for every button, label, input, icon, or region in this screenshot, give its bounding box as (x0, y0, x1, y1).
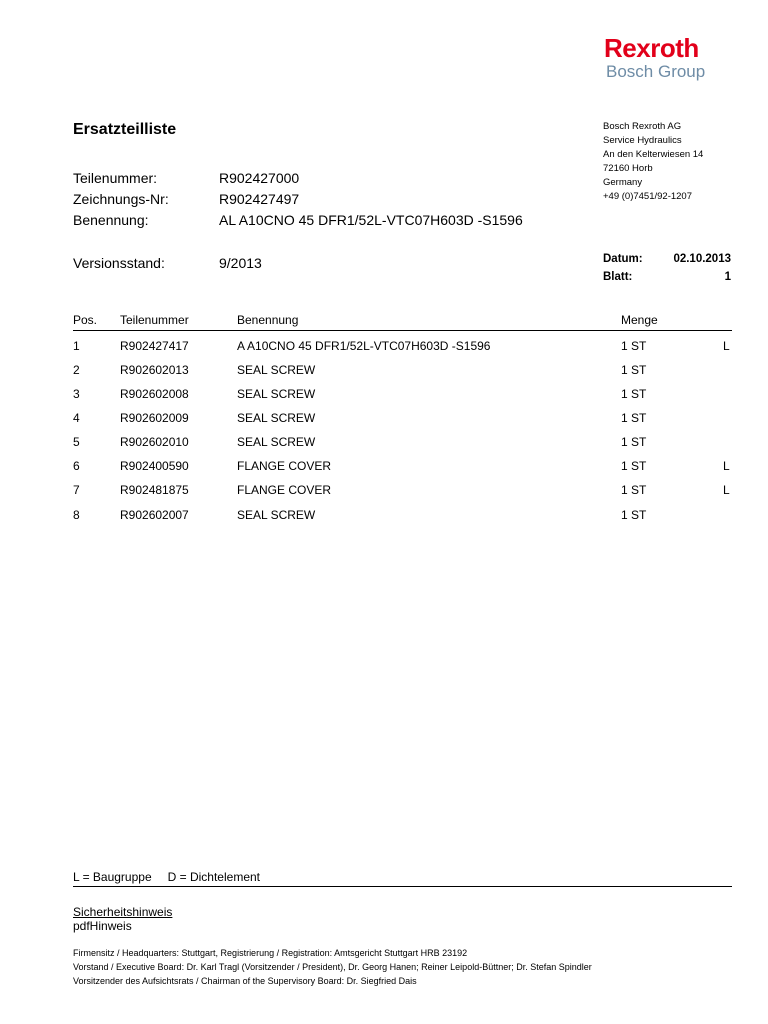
cell-flag: L (723, 339, 730, 353)
cell-quantity: 1 ST (621, 435, 647, 449)
col-header-quantity: Menge (621, 313, 658, 327)
designation-label: Benennung: (73, 212, 149, 228)
cell-quantity: 1 ST (621, 508, 647, 522)
cell-designation: FLANGE COVER (237, 483, 332, 497)
address-line: Germany (603, 177, 643, 188)
address-line: Bosch Rexroth AG (603, 121, 682, 132)
part-number-value: R902427000 (219, 170, 300, 186)
cell-part-number: R902602008 (120, 387, 189, 401)
cell-part-number: R902602013 (120, 363, 189, 377)
table-row (0, 435, 768, 459)
table-row (0, 411, 768, 435)
cell-pos: 1 (73, 339, 80, 353)
col-header-designation: Benennung (237, 313, 299, 327)
cell-pos: 5 (73, 435, 80, 449)
cell-part-number: R902481875 (120, 483, 189, 497)
header-divider (73, 330, 732, 331)
sheet-value: 1 (724, 271, 731, 283)
cell-designation: SEAL SCREW (237, 363, 316, 377)
cell-pos: 3 (73, 387, 80, 401)
address-line: +49 (0)7451/92-1207 (603, 191, 693, 202)
cell-quantity: 1 ST (621, 459, 647, 473)
bosch-group-logo: Bosch Group (606, 62, 706, 81)
designation-value: AL A10CNO 45 DFR1/52L-VTC07H603D -S1596 (219, 212, 523, 228)
table-row (0, 363, 768, 387)
part-number-label: Teilenummer: (73, 170, 158, 186)
cell-pos: 4 (73, 411, 80, 425)
address-line: Service Hydraulics (603, 135, 682, 146)
cell-pos: 6 (73, 459, 80, 473)
cell-quantity: 1 ST (621, 483, 647, 497)
cell-quantity: 1 ST (621, 387, 647, 401)
table-row (0, 508, 768, 532)
safety-notice-link[interactable]: Sicherheitshinweis (73, 905, 173, 919)
executive-board-line: Vorstand / Executive Board: Dr. Karl Tragl (Vorsitzender / President), Dr. Georg Hanen; Reiner Leipold-Büttner; Dr. Stefan Spindler (73, 962, 592, 972)
drawing-number-value: R902427497 (219, 191, 300, 207)
cell-part-number: R902427417 (120, 339, 189, 353)
date-label: Datum: (603, 253, 643, 265)
table-row (0, 459, 768, 483)
cell-part-number: R902400590 (120, 459, 189, 473)
legend (73, 870, 276, 884)
version-value: 9/2013 (219, 255, 262, 271)
document-title: Ersatzteilliste (73, 121, 177, 138)
rexroth-logo: Rexroth (604, 33, 699, 63)
cell-designation: SEAL SCREW (237, 411, 316, 425)
cell-pos: 8 (73, 508, 80, 522)
company-address (603, 120, 703, 204)
cell-designation: SEAL SCREW (237, 508, 316, 522)
legend-seal: D = Dichtelement (167, 870, 260, 884)
cell-pos: 2 (73, 363, 80, 377)
cell-designation: A A10CNO 45 DFR1/52L-VTC07H603D -S1596 (237, 339, 491, 353)
cell-part-number: R902602009 (120, 411, 189, 425)
drawing-number-label: Zeichnungs-Nr: (73, 191, 169, 207)
address-line: 72160 Horb (603, 163, 653, 174)
cell-quantity: 1 ST (621, 339, 647, 353)
address-line: An den Kelterwiesen 14 (603, 149, 704, 160)
table-row (0, 387, 768, 411)
col-header-part-number: Teilenummer (120, 313, 189, 327)
cell-pos: 7 (73, 483, 80, 497)
version-label: Versionsstand: (73, 255, 165, 271)
col-header-pos: Pos. (73, 313, 98, 327)
table-row (0, 483, 768, 507)
cell-part-number: R902602007 (120, 508, 189, 522)
supervisory-board-line: Vorsitzender des Aufsichtsrats / Chairman of the Supervisory Board: Dr. Siegfried Dais (73, 976, 417, 986)
headquarters-line: Firmensitz / Headquarters: Stuttgart, Registrierung / Registration: Amtsgericht Stuttgart HRB 23192 (73, 948, 468, 958)
cell-quantity: 1 ST (621, 363, 647, 377)
cell-designation: SEAL SCREW (237, 435, 316, 449)
cell-flag: L (723, 459, 730, 473)
sheet-label: Blatt: (603, 271, 633, 283)
cell-part-number: R902602010 (120, 435, 189, 449)
pdf-hint: pdfHinweis (73, 919, 132, 933)
cell-designation: FLANGE COVER (237, 459, 332, 473)
cell-quantity: 1 ST (621, 411, 647, 425)
footer-divider (73, 886, 732, 887)
table-row (0, 339, 768, 363)
legend-assembly: L = Baugruppe (73, 870, 152, 884)
date-value: 02.10.2013 (673, 253, 731, 265)
cell-flag: L (723, 483, 730, 497)
cell-designation: SEAL SCREW (237, 387, 316, 401)
